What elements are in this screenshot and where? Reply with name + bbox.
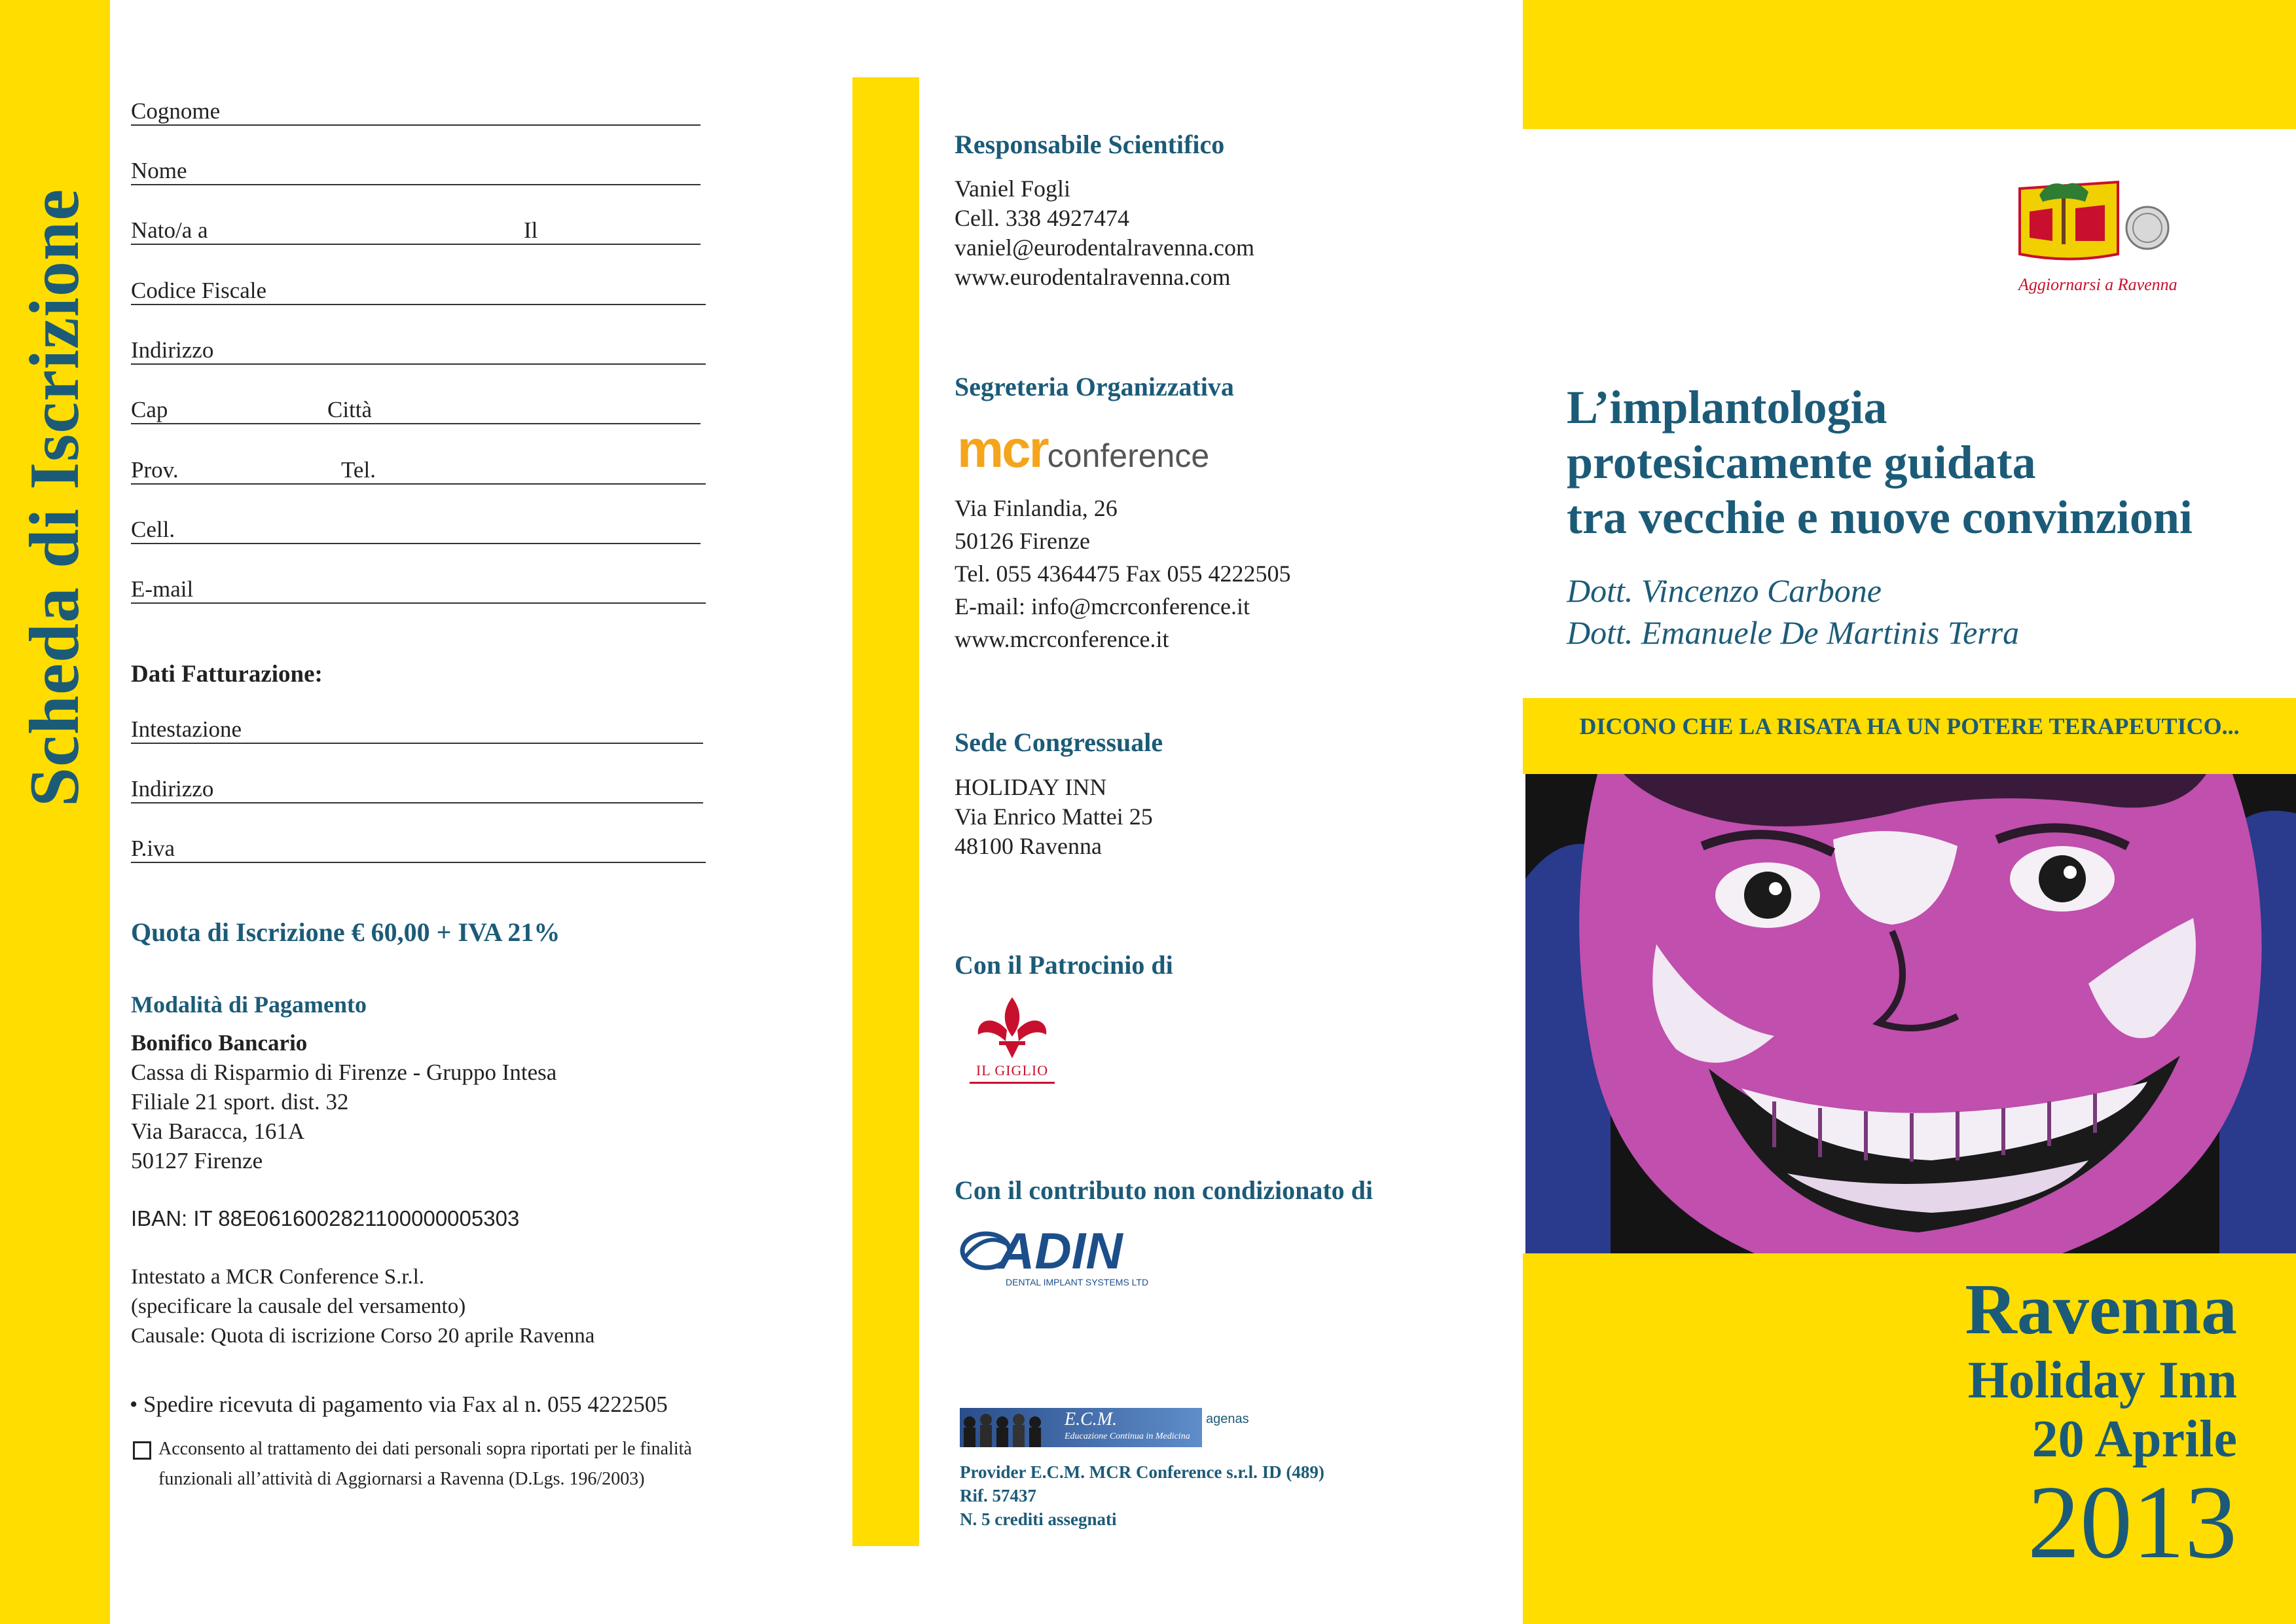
bonifico-label: Bonifico Bancario — [131, 1030, 308, 1056]
iban: IBAN: IT 88E0616002821100000005303 — [131, 1206, 520, 1230]
ecm-banner: E.C.M. Educazione Continua in Medicina agenas — [960, 1408, 1254, 1447]
bank-details: Cassa di Risparmio di Firenze - Gruppo Intesa Filiale 21 sport. dist. 32 Via Baracca, 161A 50127 Firenze — [131, 1060, 557, 1173]
patrocinio-heading: Con il Patrocinio di — [955, 950, 1173, 980]
event-date: 20 Aprile — [2032, 1411, 2237, 1468]
cognome-field[interactable]: Cognome — [131, 98, 701, 126]
pagamento-heading: Modalità di Pagamento — [131, 991, 367, 1018]
contributo-heading: Con il contributo non condizionato di — [955, 1175, 1374, 1205]
segreteria-details: Via Finlandia, 26 50126 Firenze Tel. 055 4364475 Fax 055 4222505 E-mail: info@mcrconference.it www.mcrconference.it — [955, 495, 1291, 652]
segreteria-heading: Segreteria Organizzativa — [955, 372, 1234, 401]
vertical-title: Scheda di Iscrizione — [16, 188, 94, 807]
consent-checkbox[interactable] — [133, 1441, 151, 1460]
fax-note: • Spedire ricevuta di pagamento via Fax al n. 055 4222505 — [130, 1392, 668, 1417]
indirizzo-field[interactable]: Indirizzo — [131, 337, 706, 365]
laughing-face-image — [1525, 774, 2296, 1253]
cell-field[interactable]: Cell. — [131, 517, 701, 544]
lily-icon — [966, 994, 1058, 1060]
piva-field[interactable]: P.iva — [131, 836, 706, 863]
prov-tel-field[interactable]: Prov. Tel. — [131, 457, 706, 485]
event-city: Ravenna — [1965, 1269, 2237, 1349]
sede-details: HOLIDAY INN Via Enrico Mattei 25 48100 Ravenna — [955, 774, 1153, 859]
right-top-yellow-band — [1523, 0, 2296, 129]
responsabile-heading: Responsabile Scientifico — [955, 130, 1225, 159]
left-yellow-strip — [0, 0, 110, 1624]
nome-field[interactable]: Nome — [131, 158, 701, 185]
laughing-face-photo — [1525, 774, 2296, 1253]
tagline-band — [1523, 698, 2296, 774]
ravenna-crest-icon — [2013, 175, 2170, 274]
event-venue: Holiday Inn — [1967, 1352, 2237, 1409]
course-authors: Dott. Vincenzo Carbone Dott. Emanuele De Martinis Terra — [1567, 572, 2020, 651]
sede-heading: Sede Congressuale — [955, 728, 1163, 757]
email-field[interactable]: E-mail — [131, 576, 706, 604]
birthplace-field[interactable]: Nato/a a Il — [131, 217, 701, 245]
intestato-block: Intestato a MCR Conference S.r.l. (specificare la causale del versamento) Causale: Quota di iscrizione Corso 20 aprile Ravenna — [131, 1265, 595, 1348]
quota-heading: Quota di Iscrizione € 60,00 + IVA 21% — [131, 917, 560, 947]
event-year: 2013 — [2028, 1464, 2237, 1580]
consent-text: Acconsento al trattamento dei dati personali sopra riportati per le finalità funzionali all’attività di Aggiornarsi a Ravenna (D.Lgs. 196/2003) — [158, 1439, 692, 1489]
adin-logo: ADIN DENTAL IMPLANT SYSTEMS LTD — [960, 1225, 1156, 1290]
codice-fiscale-field[interactable]: Codice Fiscale — [131, 278, 706, 305]
il-giglio-logo: IL GIGLIO — [966, 994, 1058, 1092]
cap-citta-field[interactable]: Cap Città — [131, 397, 701, 424]
course-title: L’implantologia protesicamente guidata tra vecchie e nuove convinzioni — [1567, 381, 2193, 544]
event-details-band — [1523, 1253, 2296, 1624]
tagline: DICONO CHE LA RISATA HA UN POTERE TERAPEUTICO... — [1579, 713, 2240, 739]
billing-indirizzo-field[interactable]: Indirizzo — [131, 776, 703, 803]
provider-info: Provider E.C.M. MCR Conference s.r.l. ID (489) Rif. 57437 N. 5 crediti assegnati — [960, 1462, 1324, 1529]
aggiornarsi-logo: Aggiornarsi a Ravenna — [2013, 175, 2210, 306]
dati-fatturazione-heading: Dati Fatturazione: — [131, 661, 323, 688]
people-group-icon — [960, 1408, 1051, 1447]
responsabile-details: Vaniel Fogli Cell. 338 4927474 vaniel@eurodentalravenna.com www.eurodentalravenna.com — [955, 175, 1254, 290]
middle-yellow-strip — [852, 77, 919, 1546]
intestazione-field[interactable]: Intestazione — [131, 716, 703, 744]
mcr-logo: mcrconference — [957, 420, 1210, 478]
